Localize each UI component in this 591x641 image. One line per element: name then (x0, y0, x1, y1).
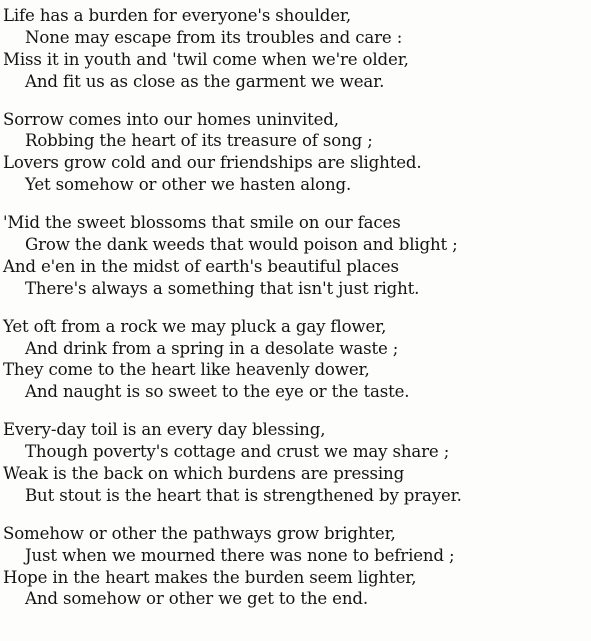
poem-line: And fit us as close as the garment we wear. (25, 71, 385, 91)
poem-stanza-5 (3, 419, 589, 507)
poem-line: Yet somehow or other we hasten along. (25, 175, 352, 195)
poem-line: They come to the heart like heavenly dower, (3, 360, 370, 380)
poem-stanza-1 (3, 5, 589, 93)
poem-line: And e'en in the midst of earth's beautiful places (3, 256, 399, 276)
poem-line: Life has a burden for everyone's shoulder, (3, 6, 351, 25)
poem-line: And drink from a spring in a desolate waste ; (25, 338, 399, 358)
poem-line: Grow the dank weeds that would poison and blight ; (25, 235, 458, 255)
poem-line: Sorrow comes into our homes uninvited, (3, 109, 339, 129)
poem-line: 'Mid the sweet blossoms that smile on our faces (3, 213, 401, 233)
poem-line: And somehow or other we get to the end. (25, 589, 368, 609)
poem-line: Lovers grow cold and our friendships are slighted. (3, 153, 422, 173)
poem-line: And naught is so sweet to the eye or the taste. (25, 382, 410, 402)
poem-stanza-4 (3, 316, 589, 404)
poem-stanza-2 (3, 109, 589, 197)
poem-line: Though poverty's cottage and crust we may share ; (25, 442, 450, 462)
poem-line: Miss it in youth and 'twil come when we're older, (3, 49, 409, 69)
poem-line: But stout is the heart that is strengthened by prayer. (25, 485, 462, 505)
poem-line: Robbing the heart of its treasure of song ; (25, 131, 373, 151)
poem-line: Yet oft from a rock we may pluck a gay flower, (3, 316, 387, 336)
poem-line: There's always a something that isn't just right. (25, 278, 420, 298)
poem-line: Every-day toil is an every day blessing, (3, 420, 326, 440)
poem-line: Hope in the heart makes the burden seem lighter, (3, 567, 417, 587)
poem-line: Just when we mourned there was none to befriend ; (25, 545, 455, 565)
poem-stanza-3 (3, 212, 589, 300)
poem-stanza-6 (3, 523, 589, 611)
poem-line: Weak is the back on which burdens are pressing (3, 464, 405, 484)
poem-line: None may escape from its troubles and care : (25, 27, 403, 47)
poem-line: Somehow or other the pathways grow brighter, (3, 523, 396, 543)
poem-text (3, 5, 589, 626)
